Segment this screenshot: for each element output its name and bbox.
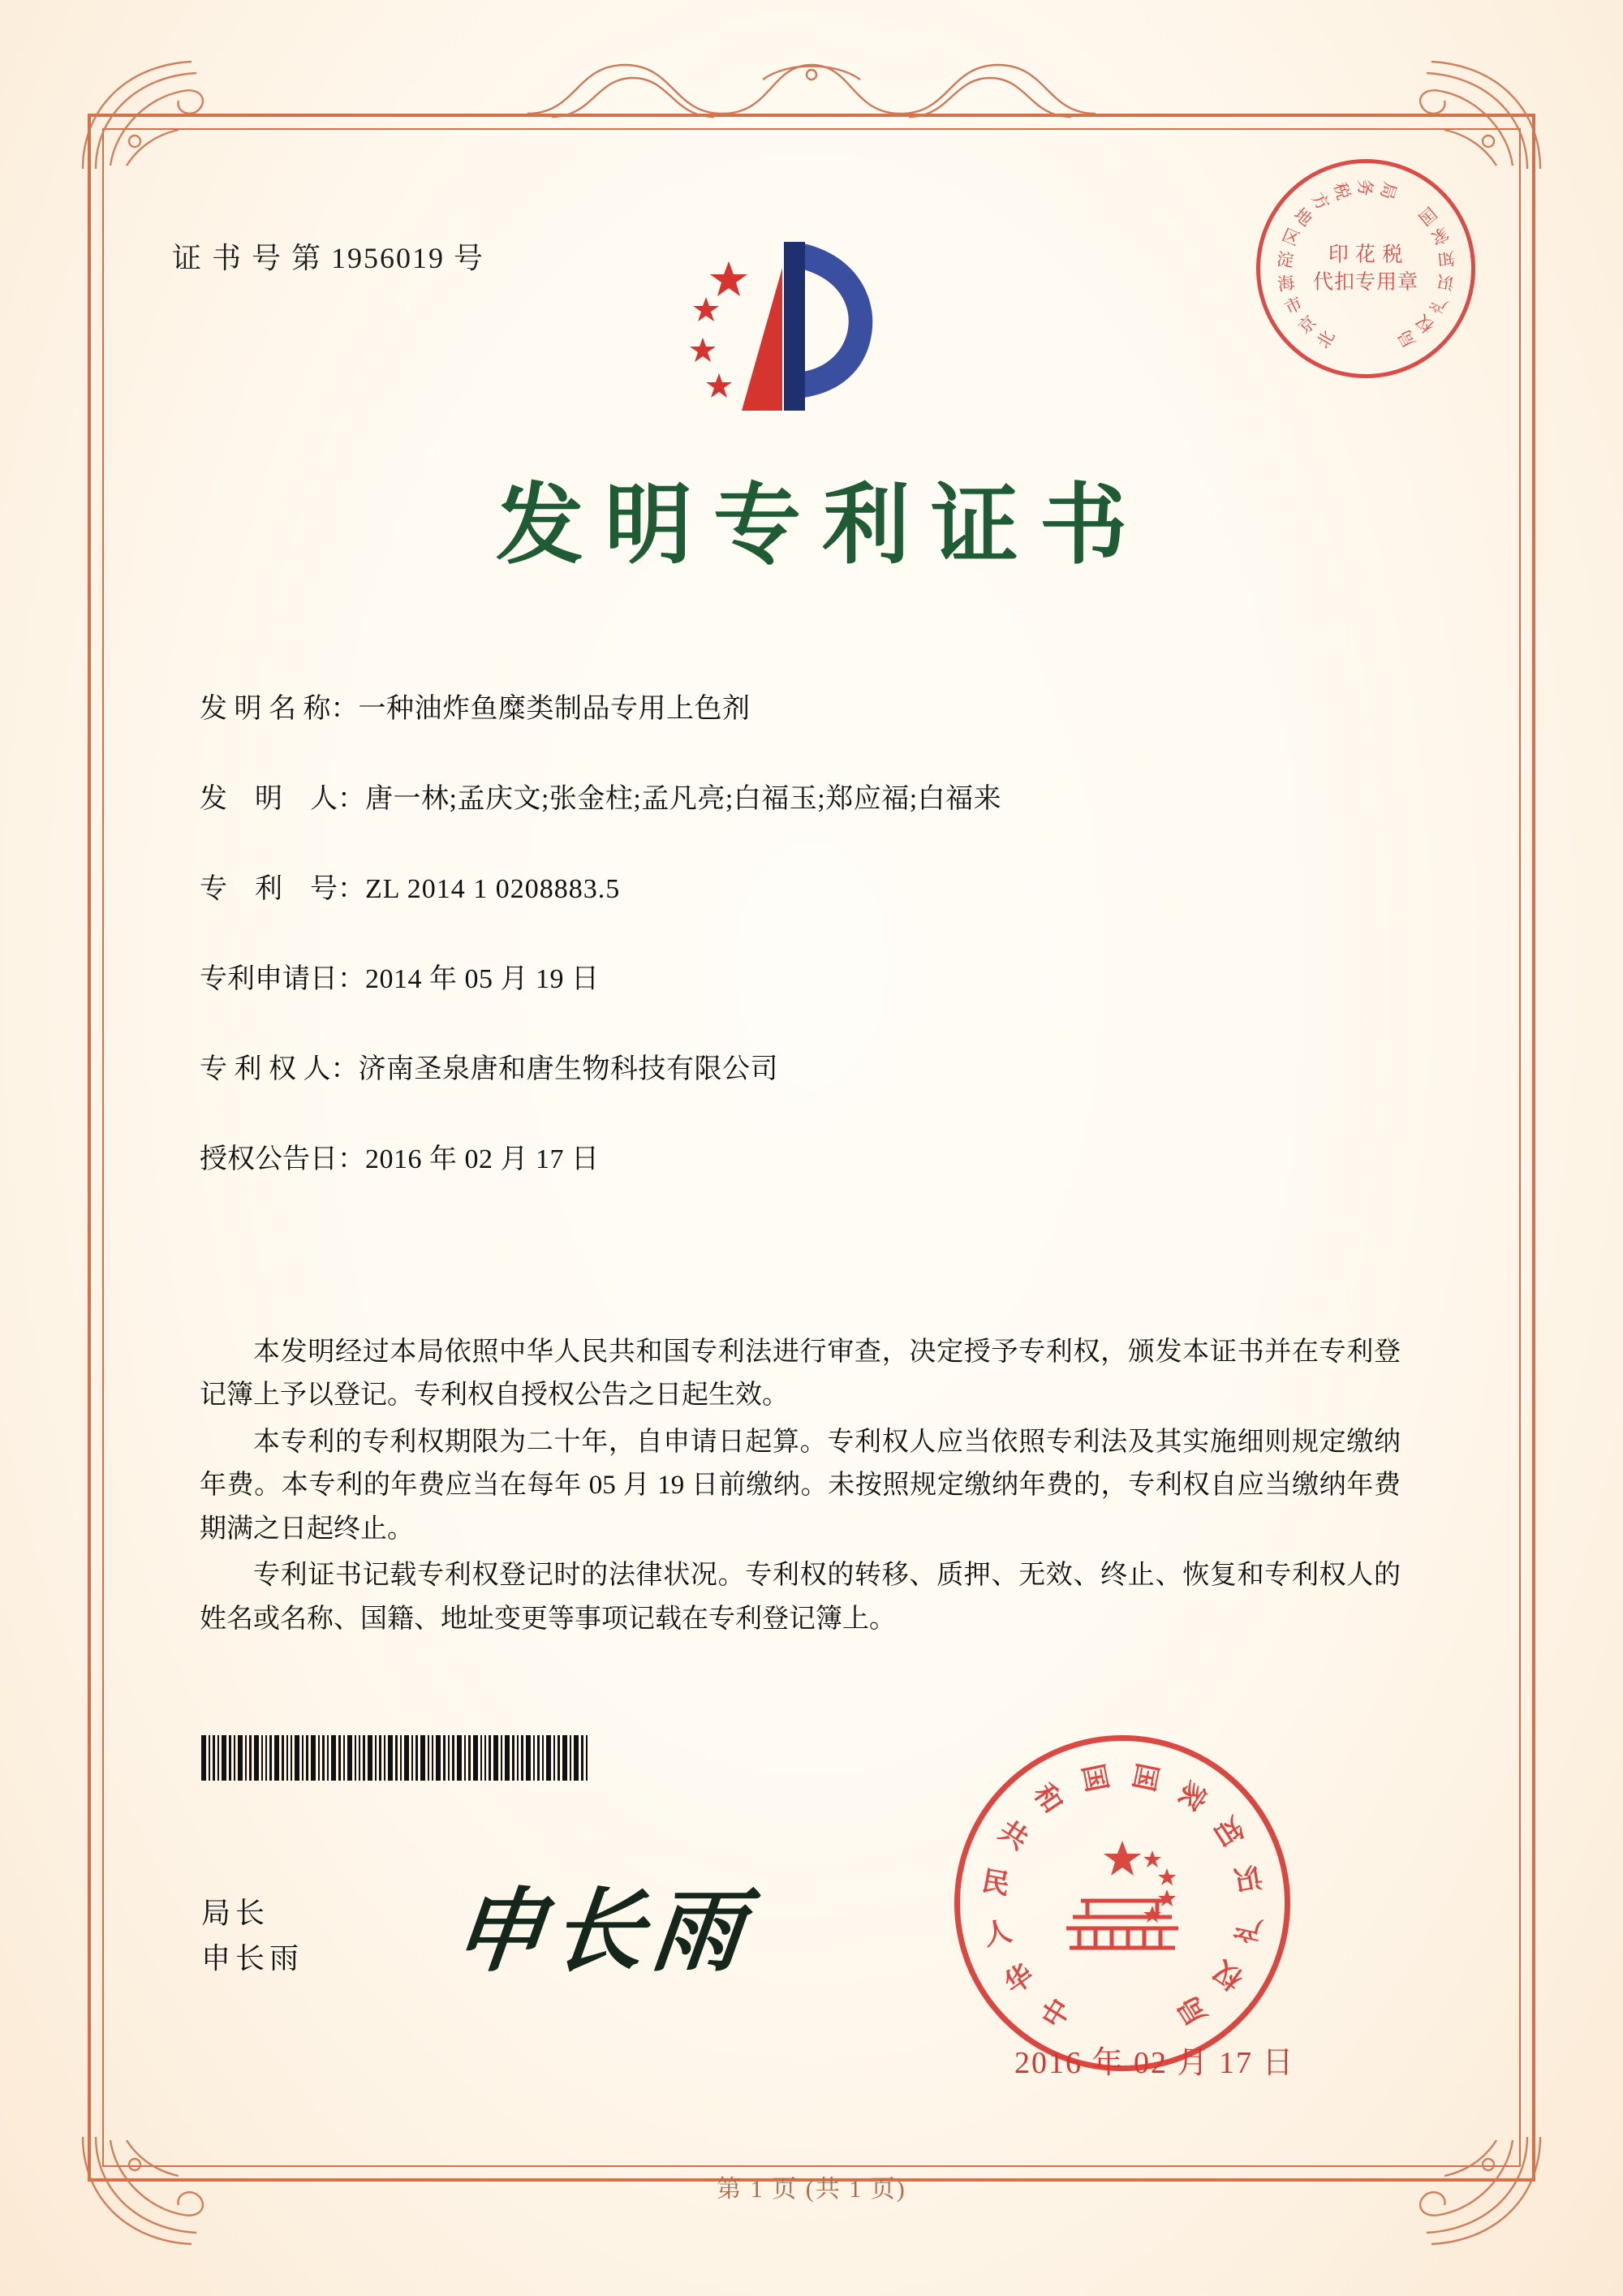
signature-block: [201, 1891, 304, 1982]
body-paragraph-1: 本发明经过本局依照中华人民共和国专利法进行审查，决定授予专利权，颁发本证书并在专利登记簿上予以登记。专利权自授权公告之日起生效。: [200, 1338, 1401, 1411]
field-grant-announcement-date: [200, 1136, 1384, 1176]
field-separator: ：: [338, 1144, 365, 1174]
field-label: 发 明 名 称: [200, 694, 331, 724]
official-seal-ring-text: 中 华 人 民 共 和 国 国 家 知 识 产 权 局: [979, 1760, 1265, 2034]
field-application-date: [200, 956, 1384, 996]
field-value: 唐一林;孟庆文;张金柱;孟凡亮;白福玉;郑应福;白福来: [365, 784, 1002, 814]
field-label: 授权公告日: [200, 1144, 338, 1174]
tax-stamp-line-2: 代扣专用章: [1312, 271, 1419, 293]
official-round-seal: [954, 1735, 1290, 2071]
page-footer: 第 1 页 (共 1 页): [717, 2176, 906, 2203]
field-value: 济南圣泉唐和唐生物科技有限公司: [358, 1054, 778, 1084]
field-separator: ：: [338, 874, 365, 904]
field-separator: ：: [338, 784, 365, 814]
tax-stamp-seal: [1256, 159, 1475, 378]
top-scroll-ornament: [519, 50, 1104, 123]
barcode: [201, 1735, 631, 1781]
sipo-emblem-icon: [682, 219, 901, 422]
field-label: 专 利 号: [200, 874, 338, 904]
field-separator: ：: [330, 1054, 359, 1084]
field-label: 专利申请日: [200, 964, 338, 994]
national-emblem-icon: [1045, 1826, 1199, 1980]
certificate-number: 证 书 号 第 1956019 号: [172, 242, 485, 274]
handwritten-signature: 申长雨: [448, 1878, 756, 1984]
signature-name: 申长雨: [201, 1941, 304, 1975]
body-paragraph-3: 专利证书记载专利权登记时的法律状况。专利权的转移、质押、无效、终止、恢复和专利权人的姓名或名称、国籍、地址变更等事项记载在专利登记簿上。: [200, 1561, 1401, 1634]
page-title: 发明专利证书: [495, 478, 1148, 575]
legal-body-text: [200, 1331, 1401, 1644]
field-invention-name: [200, 686, 1384, 726]
body-paragraph-2: 本专利的专利权期限为二十年，自申请日起算。专利权人应当依照专利法及其实施细则规定缴纳年费。本专利的年费应当在每年 05 月 19 日前缴纳。未按照规定缴纳年费的，专利权自应当缴纳年费期满之日起终止。: [200, 1427, 1401, 1544]
field-label: 发 明 人: [200, 784, 338, 814]
signature-role-label: 局长: [201, 1897, 270, 1929]
field-patent-number: [200, 866, 1384, 906]
field-separator: ：: [338, 964, 365, 994]
tax-stamp-center-text: [1260, 241, 1471, 296]
seal-date: 2016 年 02 月 17 日: [1014, 2046, 1295, 2080]
field-value: 2014 年 05 月 19 日: [365, 964, 600, 994]
tax-stamp-line-1: 印 花 税: [1328, 243, 1404, 266]
field-list: [200, 686, 1384, 1226]
field-patentee: [200, 1046, 1384, 1086]
field-value: 一种油炸鱼糜类制品专用上色剂: [358, 694, 751, 724]
field-label: 专 利 权 人: [200, 1054, 331, 1084]
field-separator: ：: [330, 694, 359, 724]
field-value: ZL 2014 1 0208883.5: [365, 874, 621, 904]
field-inventors: [200, 776, 1384, 816]
tax-stamp-ring-text: 北 京 市 海 淀 区 地 方 税 务 局 国 家 知 识 产 权 局: [1275, 179, 1457, 352]
field-value: 2016 年 02 月 17 日: [365, 1144, 600, 1174]
